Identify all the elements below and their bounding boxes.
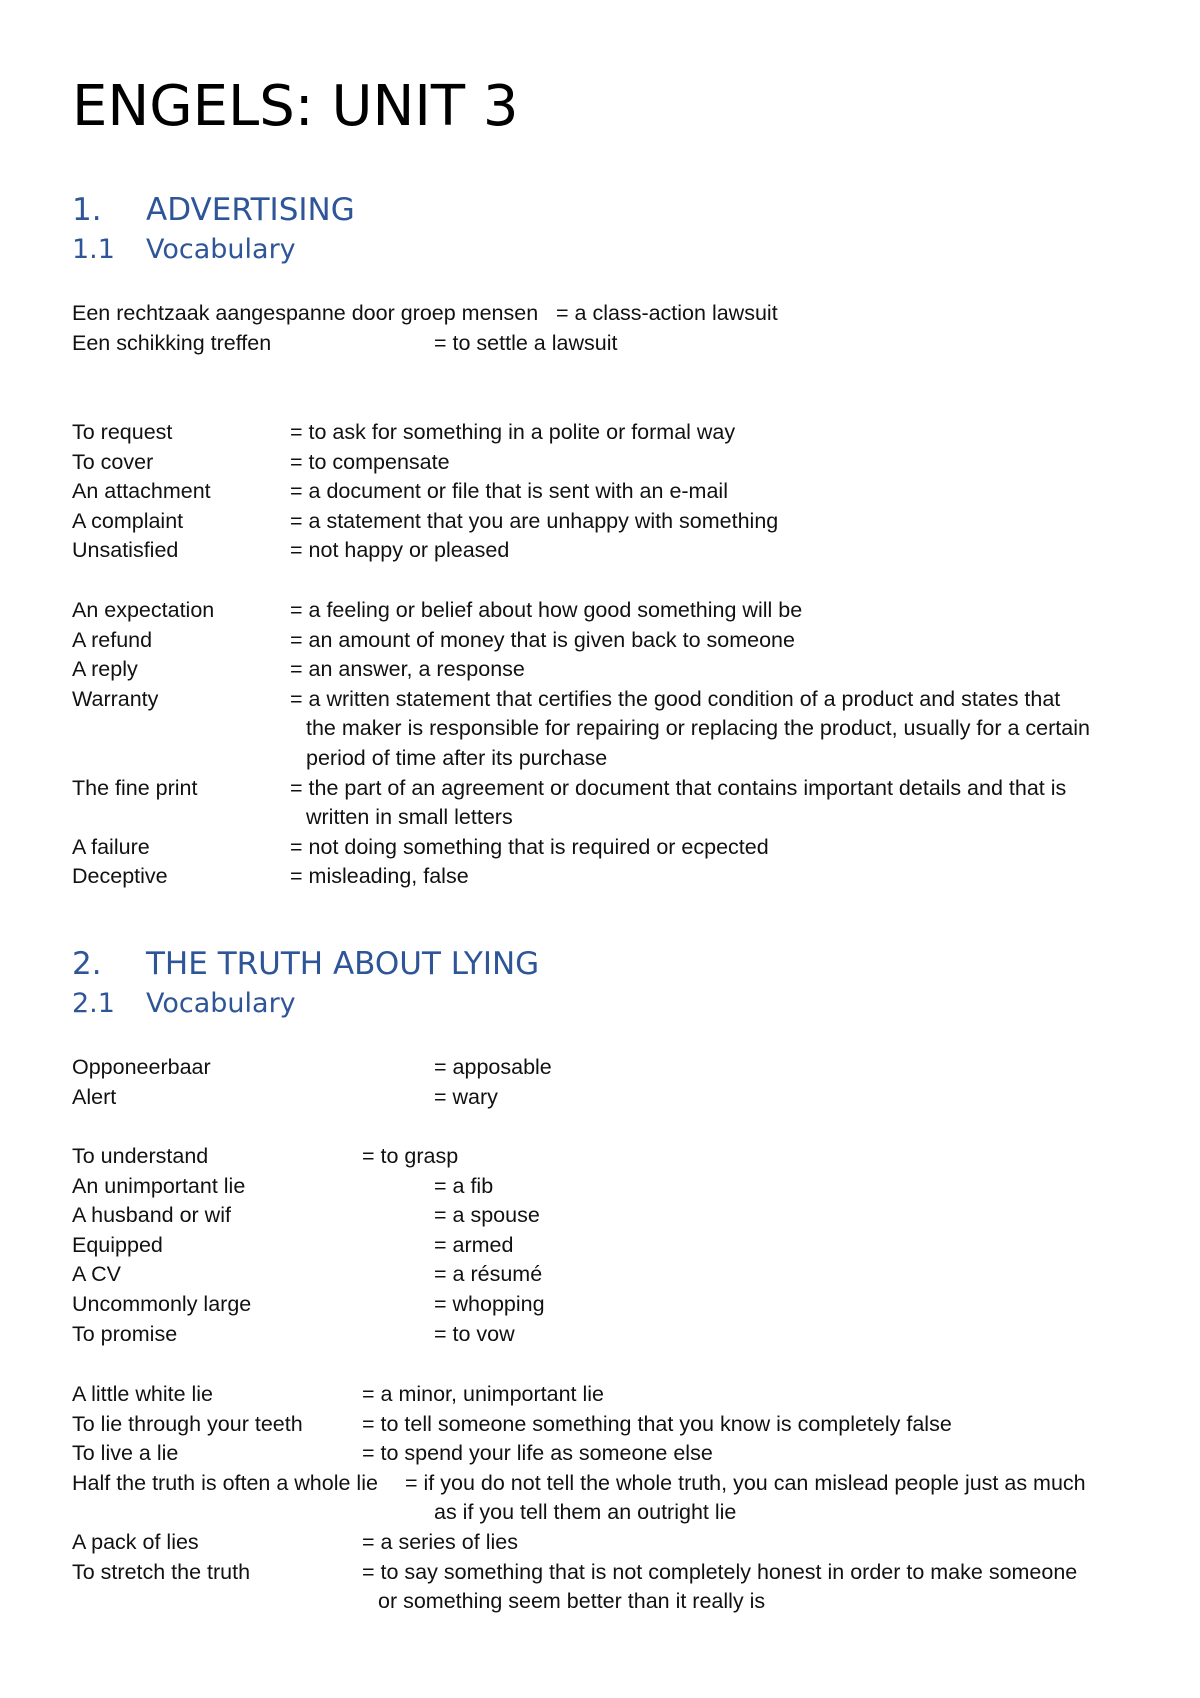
vocab-definition-continuation: as if you tell them an outright lie (434, 1500, 737, 1525)
vocab-definition: = misleading, false (290, 864, 469, 889)
vocab-entry (72, 1528, 1152, 1558)
vocab-term: A little white lie (72, 1382, 214, 1406)
vocab-term: To lie through your teeth (72, 1411, 303, 1436)
s1-group-c (72, 596, 1152, 892)
vocab-definition: = a class-action lawsuit (556, 301, 778, 325)
vocab-definition: = to tell someone something that you know is completely false (362, 1411, 952, 1436)
vocab-entry (72, 1172, 1152, 1202)
vocab-term: Uncommonly large (72, 1291, 252, 1316)
vocab-term: A refund (72, 627, 153, 652)
vocab-definition-continuation: the maker is responsible for repairing or replacing the product, usually for a certain (306, 716, 1090, 741)
vocab-term: Deceptive (72, 864, 168, 889)
subsection-title: Vocabulary (146, 988, 296, 1019)
vocab-term: A pack of lies (72, 1529, 199, 1554)
vocab-term: A husband or wif (72, 1203, 231, 1228)
vocab-term: To stretch the truth (72, 1559, 251, 1584)
vocab-entry (72, 1469, 1152, 1528)
vocab-term: An attachment (72, 479, 211, 504)
vocab-term: To cover (72, 449, 154, 474)
vocab-entry (72, 1290, 1152, 1320)
vocab-definition: = to say something that is not completely honest in order to make someone (362, 1559, 1078, 1584)
vocab-term: Warranty (72, 686, 159, 711)
section-title: ADVERTISING (146, 192, 355, 228)
subsection-heading-vocabulary-2 (72, 986, 296, 1022)
vocab-entry (72, 1053, 1152, 1083)
s2-group-b (72, 1142, 1152, 1349)
s2-group-c (72, 1380, 1152, 1617)
vocab-definition: = to ask for something in a polite or formal way (290, 420, 736, 444)
vocab-definition: = to spend your life as someone else (362, 1441, 713, 1466)
vocab-entry (72, 477, 1152, 507)
vocab-term: A complaint (72, 508, 184, 533)
vocab-definition-continuation: or something seem better than it really is (378, 1589, 766, 1614)
vocab-definition: = an amount of money that is given back to someone (290, 627, 795, 652)
vocab-entry (72, 655, 1152, 685)
vocab-definition: = apposable (434, 1055, 552, 1079)
vocab-definition: = to vow (434, 1321, 515, 1346)
vocab-entry (72, 1083, 1152, 1113)
vocab-definition: = wary (434, 1084, 498, 1109)
subsection-heading-vocabulary-1 (72, 232, 296, 268)
page-title: ENGELS: UNIT 3 (72, 74, 519, 139)
section-title: THE TRUTH ABOUT LYING (146, 946, 540, 982)
vocab-term: To understand (72, 1144, 209, 1168)
vocab-entry (72, 774, 1152, 833)
vocab-entry (72, 862, 1152, 892)
vocab-entry (72, 596, 1152, 626)
vocab-term: To live a lie (72, 1441, 179, 1466)
subsection-number: 1.1 (72, 234, 115, 265)
vocab-entry (72, 1142, 1152, 1172)
subsection-number: 2.1 (72, 988, 115, 1019)
vocab-entry (72, 1380, 1152, 1410)
vocab-term: An expectation (72, 598, 215, 622)
section-heading-truth-about-lying (72, 944, 539, 984)
vocab-term: A CV (72, 1262, 121, 1287)
vocab-term: A failure (72, 834, 150, 859)
vocab-entry (72, 1260, 1152, 1290)
vocab-definition: = a feeling or belief about how good something will be (290, 598, 803, 622)
vocab-definition: = an answer, a response (290, 657, 525, 682)
vocab-term: Een schikking treffen (72, 330, 272, 355)
s1-group-a (72, 299, 1152, 358)
vocab-term: The fine print (72, 775, 198, 800)
vocab-definition: = a fib (434, 1173, 494, 1198)
vocab-definition: = the part of an agreement or document that contains important details and that is (290, 775, 1067, 800)
section-number: 1. (72, 192, 102, 228)
vocab-term: A reply (72, 657, 138, 682)
section-number: 2. (72, 946, 102, 982)
vocab-term: To promise (72, 1321, 178, 1346)
vocab-term: Alert (72, 1084, 117, 1109)
vocab-entry (72, 1410, 1152, 1440)
vocab-term: To request (72, 420, 173, 444)
vocab-definition-continuation: written in small letters (306, 805, 513, 830)
vocab-entry (72, 1558, 1152, 1617)
vocab-entry (72, 299, 1152, 329)
vocab-definition: = armed (434, 1232, 514, 1257)
vocab-definition: = to settle a lawsuit (434, 330, 618, 355)
vocab-entry (72, 1320, 1152, 1350)
vocab-definition: = a written statement that certifies the good condition of a product and states that (290, 686, 1061, 711)
vocab-entry (72, 536, 1152, 566)
vocab-definition: = a résumé (434, 1262, 543, 1287)
vocab-definition: = not happy or pleased (290, 538, 510, 563)
vocab-definition: = a document or file that is sent with an e-mail (290, 479, 728, 504)
vocab-term: An unimportant lie (72, 1173, 246, 1198)
vocab-entry (72, 418, 1152, 448)
vocab-definition: = a spouse (434, 1203, 540, 1228)
vocab-entry (72, 833, 1152, 863)
vocab-term: Unsatisfied (72, 538, 179, 563)
vocab-definition: = a minor, unimportant lie (362, 1382, 605, 1406)
vocab-entry (72, 1439, 1152, 1469)
vocab-definition-continuation: period of time after its purchase (306, 745, 608, 770)
vocab-definition: = to grasp (362, 1144, 459, 1168)
vocab-definition: = to compensate (290, 449, 450, 474)
vocab-entry (72, 626, 1152, 656)
vocab-definition: = a series of lies (362, 1529, 518, 1554)
vocab-term: Equipped (72, 1232, 163, 1257)
s1-group-b (72, 418, 1152, 566)
vocab-entry (72, 448, 1152, 478)
vocab-entry (72, 1201, 1152, 1231)
subsection-title: Vocabulary (146, 234, 296, 265)
section-heading-advertising (72, 190, 355, 230)
vocab-entry (72, 685, 1152, 774)
vocab-term: Half the truth is often a whole lie (72, 1470, 378, 1495)
vocab-definition: = whopping (434, 1291, 545, 1316)
vocab-entry (72, 329, 1152, 359)
vocab-definition: = not doing something that is required or ecpected (290, 834, 769, 859)
vocab-definition: = a statement that you are unhappy with something (290, 508, 779, 533)
vocab-entry (72, 1231, 1152, 1261)
vocab-term: Een rechtzaak aangespanne door groep mensen (72, 301, 539, 325)
vocab-term: Opponeerbaar (72, 1055, 211, 1079)
vocab-definition: = if you do not tell the whole truth, you can mislead people just as much (405, 1470, 1086, 1495)
s2-group-a (72, 1053, 1152, 1112)
vocab-entry (72, 507, 1152, 537)
